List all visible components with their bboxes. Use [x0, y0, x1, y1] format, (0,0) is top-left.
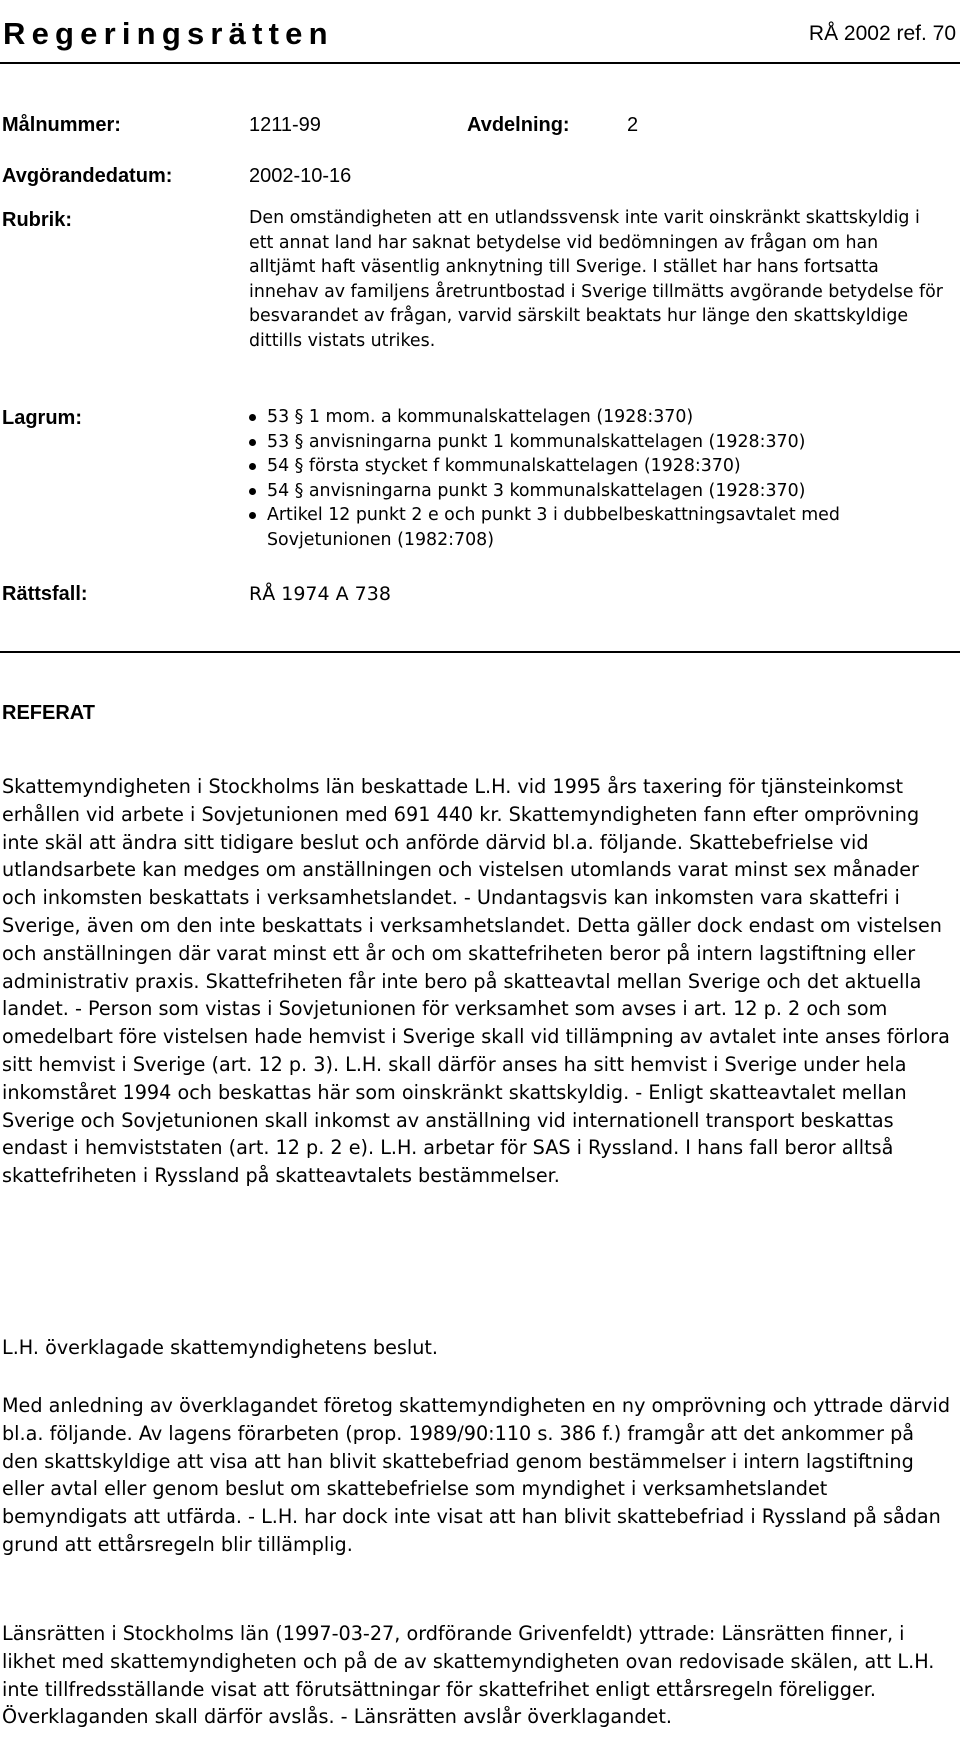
referat-paragraph-4: [2, 1620, 950, 1731]
referat-paragraph-2: [2, 1334, 950, 1362]
lagrum-label: Lagrum:: [2, 407, 82, 429]
paragraph-text: Skattemyndigheten i Stockholms län beskattade L.H. vid 1995 års taxering för tjänsteinkomst erhållen vid arbete i Sovjetunionen med 691 440 kr. Skattemyndigheten fann efter omprövning inte skäl att ändra sitt tidigare beslut och anförde därvid bl.a. följande. Skattebefrielse vid utlandsarbete kan medges om anställningen och vistelsen utomlands varat minst sex månader och inkomsten beskattats i verksamhetslandet. - Undantagsvis kan inkomsten vara skattefri i Sverige, även om den inte beskattats i verksamhetslandet. Detta gäller dock endast om vistelsen och anställningen där varat minst ett år och om skattefriheten beror på intern lagstiftning eller administrativ praxis. Skattefriheten får inte bero på skatteavtal mellan Sverige och det aktuella landet. - Person som vistas i Sovjetunionen för verksamhet som avses i art. 12 p. 2 och som omedelbart före vistelsen hade hemvist i Sverige skall vid tillämpning av avtalet inte anses förlora sitt hemvist i Sverige (art. 12 p. 3). L.H. skall därför anses ha sitt hemvist i Sverige under hela inkomståret 1994 och beskattas här som oinskränkt skattskyldig. - Enligt skatteavtalet mellan Sverige och Sovjetunionen skall inkomst av anställning vid internationell transport beskattas endast i hemviststaten (art. 12 p. 2 e). L.H. arbetar för SAS i Ryssland. I hans fall beror alltså skattefriheten i Ryssland på skatteavtalets bestämmelser.: [2, 775, 950, 1188]
avdelning-label: Avdelning:: [467, 114, 570, 136]
lagrum-item: 53 § 1 mom. a kommunalskattelagen (1928:370): [247, 405, 952, 430]
lagrum-item: 53 § anvisningarna punkt 1 kommunalskattelagen (1928:370): [247, 430, 952, 455]
rattsfall-label: Rättsfall:: [2, 583, 88, 605]
avdelning-value: 2: [627, 114, 639, 136]
avgorandedatum-label: Avgörandedatum:: [2, 165, 173, 187]
lagrum-item: 54 § första stycket f kommunalskattelagen (1928:370): [247, 454, 952, 479]
lagrum-list: [247, 405, 952, 553]
rubrik-text: Den omständigheten att en utlandssvensk inte varit oinskränkt skattskyldig i ett annat land har saknat betydelse vid bedömningen av frågan om han alltjämt haft väsentlig anknytning till Sverige. I stället har hans fortsatta innehav av familjens åretruntbostad i Sverige tillmätts avgörande betydelse för besvarandet av frågan, varvid särskilt beaktats hur länge den skattskyldige dittills vistats utrikes.: [249, 208, 943, 351]
referat-paragraph-3: [2, 1392, 950, 1559]
referat-heading: REFERAT: [2, 702, 95, 724]
paragraph-text: L.H. överklagade skattemyndighetens beslut.: [2, 1336, 439, 1359]
paragraph-text: Länsrätten i Stockholms län (1997-03-27, ordförande Grivenfeldt) yttrade: Länsrätten finner, i likhet med skattemyndigheten och på de av skattemyndigheten ovan redovisade skälen, att L.H. inte tillfredsställande visat att förutsättningar för skattefrihet enligt ettårsregeln föreligger. Överklaganden skall därför avslås. - Länsrätten avslår överklagandet.: [2, 1622, 935, 1729]
document-header: [0, 0, 960, 64]
lagrum-item: Artikel 12 punkt 2 e och punkt 3 i dubbelbeskattningsavtalet med Sovjetunionen (1982:708): [247, 503, 952, 552]
lagrum-item: 54 § anvisningarna punkt 3 kommunalskattelagen (1928:370): [247, 479, 952, 504]
malnummer-label: Målnummer:: [2, 114, 121, 136]
rattsfall-value: RÅ 1974 A 738: [249, 583, 391, 605]
malnummer-value: 1211-99: [249, 114, 321, 136]
paragraph-text: Med anledning av överklagandet företog skattemyndigheten en ny omprövning och yttrade därvid bl.a. följande. Av lagens förarbeten (prop. 1989/90:110 s. 386 f.) framgår att det ankommer på den skattskyldige att visa att han blivit skattebefriad genom bestämmelser i intern lagstiftning eller avtal eller genom beslut om skattebefrielse som myndighet i verksamhetslandet bemyndigats att utfärda. - L.H. har dock inte visat att han blivit skattebefriad i Ryssland på sådan grund att ettårsregeln blir tillämplig.: [2, 1394, 951, 1556]
rubrik-label: Rubrik:: [2, 209, 72, 231]
court-name: Regeringsrätten: [3, 16, 334, 51]
referat-paragraph-1: [2, 773, 950, 1190]
section-divider: [0, 651, 960, 653]
case-reference: RÅ 2002 ref. 70: [808, 22, 956, 45]
avgorandedatum-value: 2002-10-16: [249, 165, 352, 187]
